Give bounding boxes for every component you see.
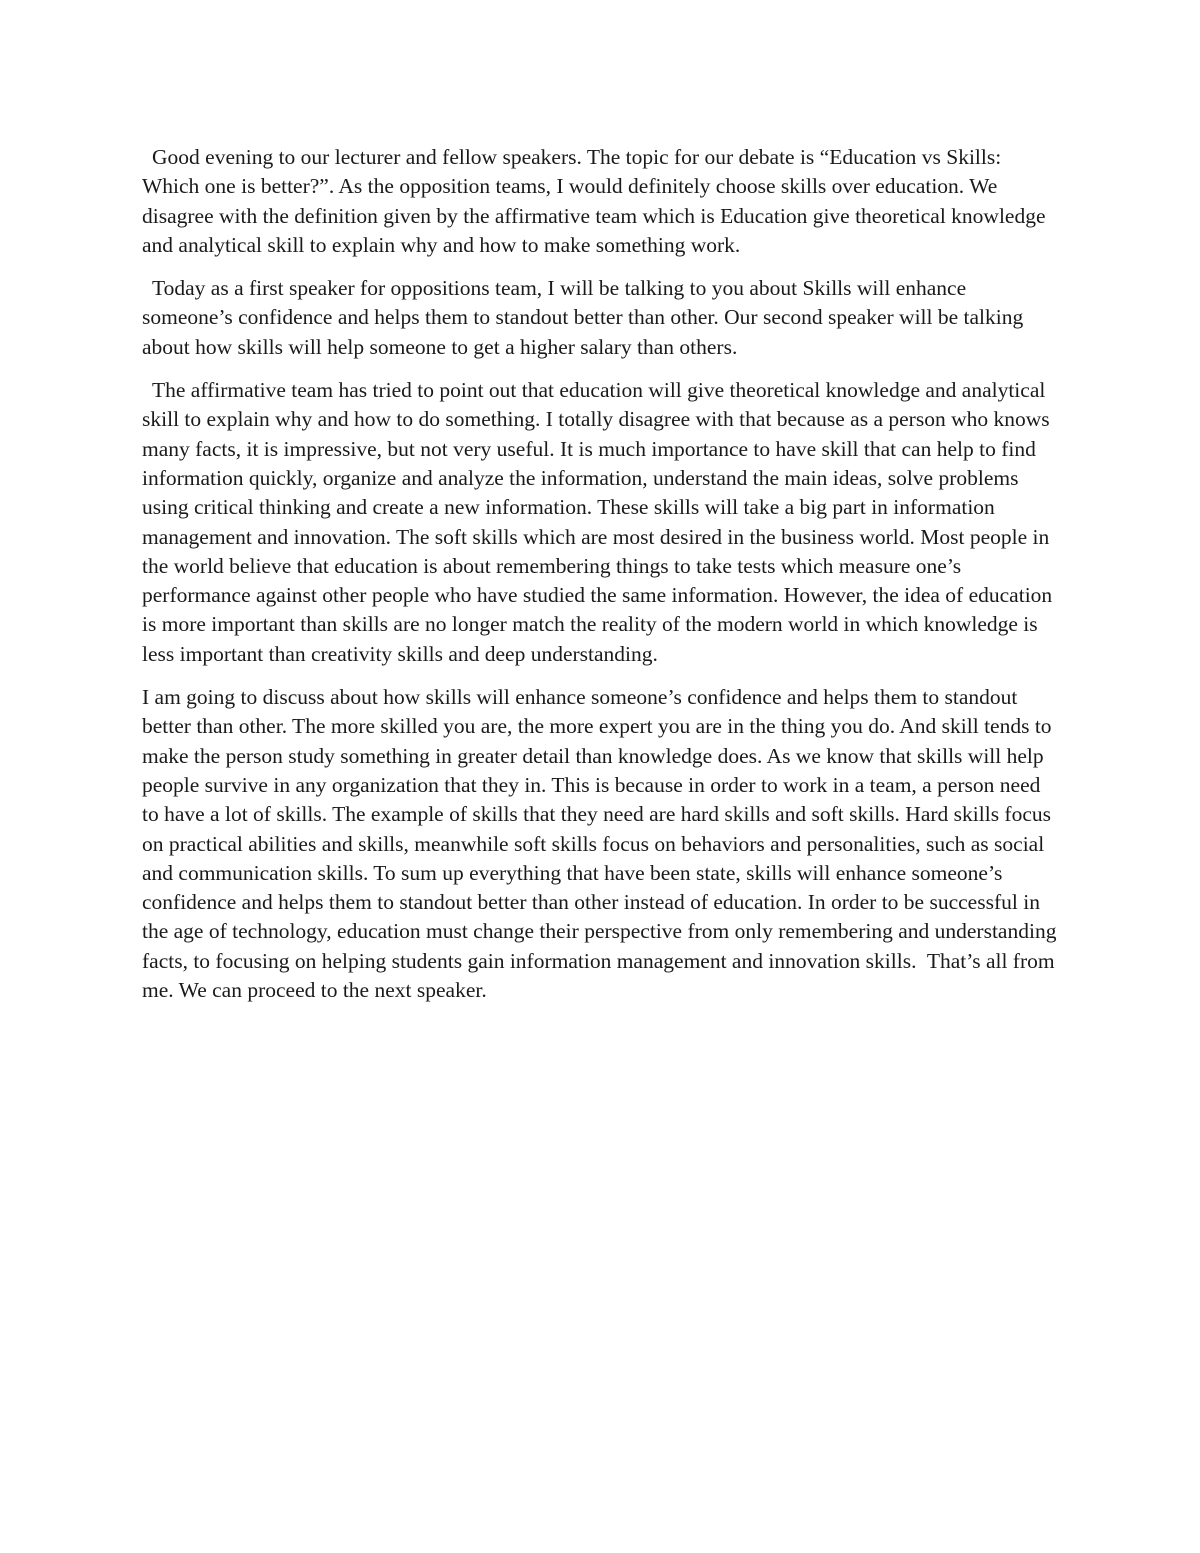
paragraph-introduction: Good evening to our lecturer and fellow speakers. The topic for our debate is “Education vs Skills: Which one is better?”. As the opposition teams, I would definitely choose skills over education. We disagree with the definition given by the affirmative team which is Education give theoretical knowledge and analytical skill to explain why and how to make something work. — [142, 145, 1051, 257]
paragraph-speaker-outline: Today as a first speaker for oppositions team, I will be talking to you about Skills will enhance someone’s confidence and helps them to standout better than other. Our second speaker will be talking about how skills will help someone to get a higher salary than others. — [142, 276, 1029, 359]
document-body — [142, 143, 1060, 1019]
paragraph-main-argument: I am going to discuss about how skills will enhance someone’s confidence and helps them to standout better than other. The more skilled you are, the more expert you are in the thing you do. And skill tends to make the person study something in greater detail than knowledge does. As we know that skills will help people survive in any organization that they in. This is because in order to work in a team, a person need to have a lot of skills. The example of skills that they need are hard skills and soft skills. Hard skills focus on practical abilities and skills, meanwhile soft skills focus on behaviors and personalities, such as social and communication skills. To sum up everything that have been state, skills will enhance someone’s confidence and helps them to standout better than other instead of education. In order to be successful in the age of technology, education must change their perspective from only remembering and understanding facts, to focusing on helping students gain information management and innovation skills. That’s all from me. We can proceed to the next speaker. — [142, 685, 1062, 1003]
paragraph-rebuttal: The affirmative team has tried to point out that education will give theoretical knowledge and analytical skill to explain why and how to do something. I totally disagree with that because as a person who knows many facts, it is impressive, but not very useful. It is much importance to have skill that can help to find information quickly, organize and analyze the information, understand the main ideas, solve problems using critical thinking and create a new information. These skills will take a big part in information management and innovation. The soft skills which are most desired in the business world. Most people in the world believe that education is about remembering things to take tests which measure one’s performance against other people who have studied the same information. However, the idea of education is more important than skills are no longer match the reality of the modern world in which knowledge is less important than creativity skills and deep understanding. — [142, 378, 1058, 666]
